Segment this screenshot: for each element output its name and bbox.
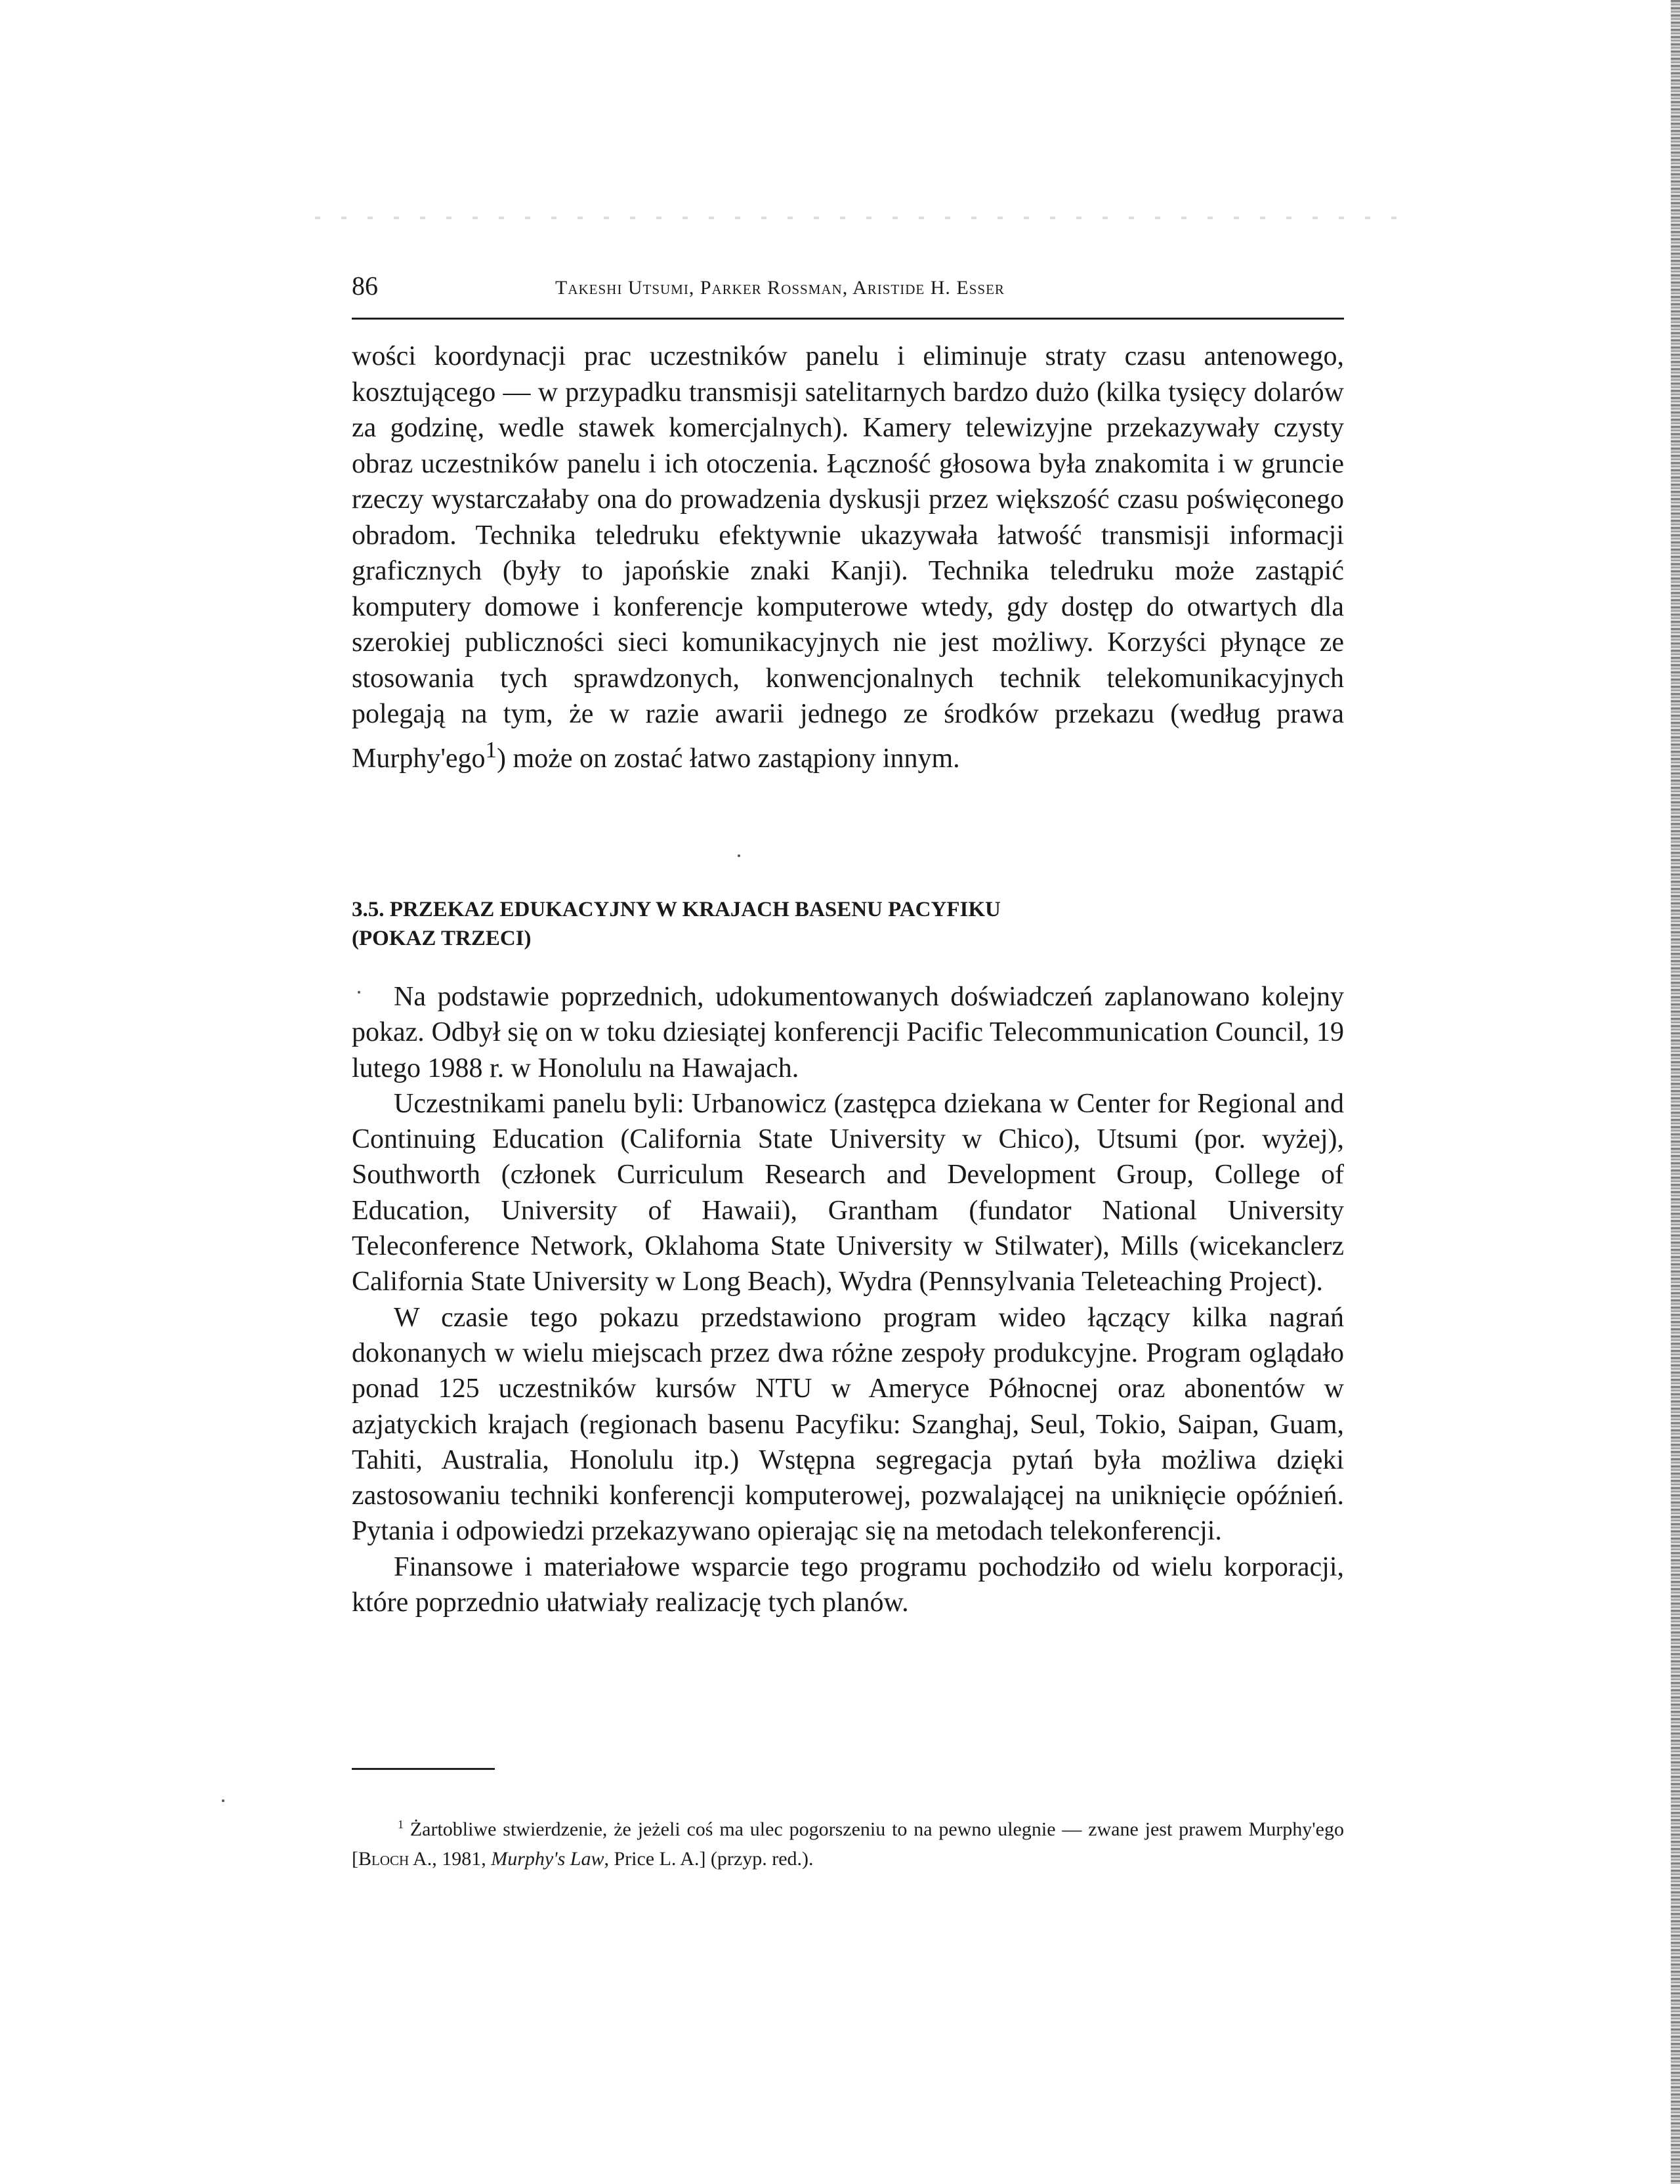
section-paragraph-4: Finansowe i materiałowe wsparcie tego programu pochodziło od wielu korporacji, które poprzednio ułatwiały realizację tych planów. (352, 1551, 1344, 1618)
scan-speck (222, 1799, 224, 1802)
scan-speck (738, 854, 740, 857)
page-number: 86 (352, 271, 378, 301)
footnote (352, 1810, 1344, 1874)
scan-edge-artifact (1671, 0, 1680, 2184)
running-head: Takeshi Utsumi, Parker Rossman, Aristide H. Esser (555, 277, 1005, 299)
section-paragraph-1: Na podstawie poprzednich, udokumentowanych doświadczeń zaplanowano kolejny pokaz. Odbył się on w toku dziesiątej konferencji Pacific Telecommunication Council, 19 lutego 1988 r. w Honolulu na Hawajach. (352, 982, 1344, 1083)
section-heading-line-1: 3.5. PRZEKAZ EDUKACYJNY W KRAJACH BASENU PACYFIKU (352, 898, 1001, 921)
footnote-text-after: , Price L. A.] (przyp. red.). (604, 1848, 814, 1870)
section-heading-line-2: (POKAZ TRZECI) (352, 927, 532, 950)
section-body (352, 979, 1344, 1620)
footnote-text-middle: A., 1981, (409, 1848, 492, 1870)
footnote-mark: 1 (398, 1818, 404, 1831)
scan-noise-artifact (315, 217, 1404, 219)
continued-paragraph-end: ) może on zostać łatwo zastąpiony innym. (497, 743, 960, 774)
section-heading (352, 895, 1344, 953)
footnote-reference: 1 (485, 736, 497, 763)
continued-paragraph-text: wości koordynacji prac uczestników panelu i eliminuje straty czasu antenowego, kosztującego — w przypadku transmisji satelitarnych bardzo dużo (kilka tysięcy dolarów za godzinę, wedle stawek komercjalnych). Kamery telewizyjne przekazywały czysty obraz uczestników panelu i ich otoczenia. Łączność głosowa była znakomita i w gruncie rzeczy wystarczałaby ona do prowadzenia dyskusji przez większość czasu poświęconego obradom. Technika teledruku efektywnie ukazywała łatwość transmisji informacji graficznych (były to japońskie znaki Kanji). Technika teledruku może zastąpić komputery domowe i konferencje komputerowe wtedy, gdy dostęp do otwartych dla szerokiej publiczności sieci komunikacyjnych nie jest możliwy. Korzyści płynące ze stosowania tych sprawdzonych, konwencjonalnych technik telekomunikacyjnych polegają na tym, że w razie awarii jednego ze środków przekazu (według prawa Murphy'ego (352, 341, 1344, 774)
continued-paragraph (352, 339, 1344, 776)
section-paragraph-3: W czasie tego pokazu przedstawiono program wideo łączący kilka nagrań dokonanych w wielu miejscach przez dwa różne zespoły produkcyjne. Program oglądało ponad 125 uczestników kursów NTU w Ameryce Północnej oraz abonentów w azjatyckich krajach (regionach basenu Pacyfiku: Szanghaj, Seul, Tokio, Saipan, Guam, Tahiti, Australia, Honolulu itp.) Wstępna segregacja pytań była możliwa dzięki zastosowaniu techniki konferencji komputerowej, pozwalającej na uniknięcie opóźnień. Pytania i odpowiedzi przekazywano opierając się na metodach telekonferencji. (352, 1302, 1344, 1547)
footnote-author: Bloch (358, 1848, 410, 1870)
footnote-divider (352, 1768, 495, 1770)
scan-speck (358, 991, 360, 994)
footnote-title: Murphy's Law (491, 1848, 604, 1870)
section-paragraph-2: Uczestnikami panelu byli: Urbanowicz (zastępca dziekana w Center for Regional and Continuing Education (California State University w Chico), Utsumi (por. wyżej), Southworth (członek Curriculum Research and Development Group, College of Education, University of Hawaii), Grantham (fundator National University Teleconference Network, Oklahoma State University w Stilwater), Mills (wicekanclerz California State University w Long Beach), Wydra (Pennsylvania Teleteaching Project). (352, 1088, 1344, 1297)
footnote-text-before: Żartobliwe stwierdzenie, że jeżeli coś ma ulec pogorszeniu to na pewno ulegnie — zwane jest prawem Murphy'ego [ (352, 1818, 1344, 1870)
page-header (352, 265, 1344, 320)
